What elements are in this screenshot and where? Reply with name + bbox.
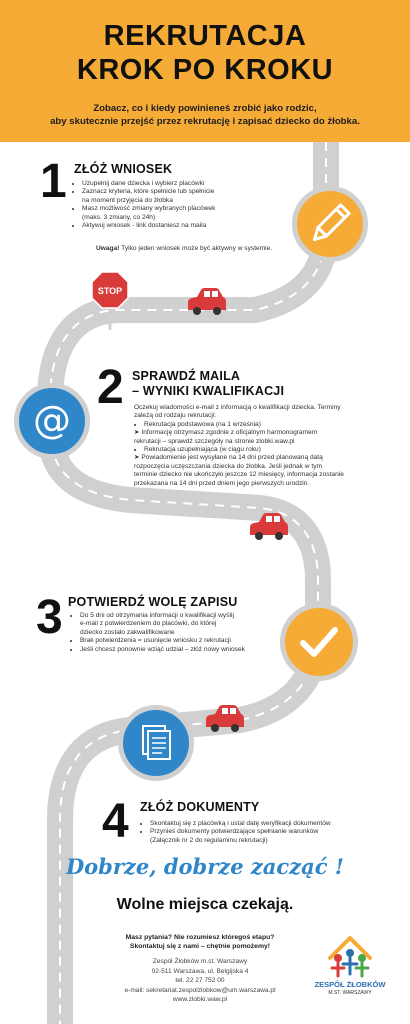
page-title-line1: REKRUTACJA [103,20,307,52]
step-body-4 [140,820,402,845]
step-body-2 [134,404,404,488]
contact-address: 02-511 Warszawa, ul. Belgijska 4 [151,967,249,975]
step-2-intro-line1: Oczekuj wiadomości e-mail z informacją o kwalifikacji dziecka. Terminy [134,404,341,411]
step-note-1 [96,245,316,253]
list-item: • Rekrutacja uzupełniająca (w ciągu roku) [144,446,404,454]
step-2-intro-line2: zależą od rodzaju rekrutacji: [134,412,217,420]
tagline: Wolne miejsca czekają. [116,896,294,913]
step-2-arrow1-line2: rekrutacji – sprawdź szczegóły na stronie zlobki.waw.pl [134,437,295,445]
checkmark-icon [285,608,353,676]
step-2-arrow2-line1: ➤ Powiadomienie jest wysyłane na 14 dni przed planowaną datą [134,454,323,462]
contact-website[interactable]: www.zlobki.waw.pl [172,996,228,1004]
list-item: • Do 5 dni od otrzymania informacji o kwalifikacji wyślij [80,612,296,620]
step-number-3: 3 [36,591,63,644]
car-icon [204,703,246,733]
contact-question-line1: Masz pytania? Nie rozumiesz któregoś etapu? [125,934,275,941]
step-title-1: ZŁÓŻ WNIOSEK [74,162,173,176]
step-icon-circle-4 [118,705,194,781]
contact-question [100,933,300,951]
step-number-1: 1 [40,155,67,208]
subtitle-line1: Zobacz, co i kiedy powinieneś zrobić jako rodzic, [93,103,317,114]
list-item-continued: (maks. 3 zmiany, co 24h) [82,213,156,221]
step-2-arrow2-line2: rozpoczęcia uczęszczania dziecka do żłobka. Jeśli jednak w tym [134,462,323,470]
subtitle-line2: aby skutecznie przejść przez rekrutację i zapisać dziecko do żłobka. [50,116,360,127]
step-title-2-line2: – WYNIKI KWALIFIKACJI [132,384,285,398]
step-icon-circle-3 [280,603,358,681]
car-icon [186,286,228,316]
list-item: • Skontaktuj się z placówką i ustal datę weryfikacji dokumentów [150,820,402,828]
step-title-2-line1: SPRAWDŹ MAILA [132,369,241,383]
step-2-arrow2-line4: przekazana na 14 dni przed dniem jego pierwszych urodzin. [134,479,310,487]
list-item: • Brak potwierdzenia = usunięcie wniosku z rekrutacji [80,637,296,645]
step-number-4: 4 [102,795,129,848]
page-title-line2: KROK PO KROKU [76,54,334,86]
note-text: Tylko jeden wniosek może być aktywny w systemie. [119,245,273,252]
list-item-continued: e-mail z potwierdzeniem do placówki, do której [80,620,217,628]
step-2-arrow1-line1: ➤ Informację otrzymasz zgodnie z oficjalnym harmonogramem [134,429,318,437]
contact-question-line2: Skontaktuj się z nami – chętnie pomożemy! [129,943,271,950]
stop-sign-label: STOP [97,286,123,296]
step-title-4: ZŁÓŻ DOKUMENTY [140,800,260,814]
pencil-icon [297,191,363,257]
step-title-3: POTWIERDŹ WOLĘ ZAPISU [68,595,238,609]
note-label: Uwaga! [96,245,120,252]
list-item: • Rekrutacja podstawowa (na 1 września) [144,421,404,429]
step-body-3 [70,612,296,654]
step-icon-circle-2 [14,383,90,459]
list-item-continued: na moment przyjęcia do żłobka [82,196,173,204]
step-2-arrow2-line3: terminie dziecko nie ukończyło jeszcze 12 miesięcy, informacja zostanie [134,471,344,479]
contact-org: Zespół Żłobków m.st. Warszawy [152,958,248,965]
step-number-2: 2 [97,361,124,414]
list-item: • Masz możliwość zmiany wybranych placówek [82,205,294,213]
list-item-continued: (Załącznik nr 2 do regulaminu rekrutacji) [150,836,268,844]
list-item: • Przynieś dokumenty potwierdzające spełnianie warunków [150,828,402,836]
at-sign-icon [19,388,85,454]
logo-subtitle: M.ST. WARSZAWY [328,990,372,996]
logo-name: ZESPÓŁ ŻŁOBKÓW [314,980,386,989]
list-item: • Jeśli chcesz ponownie wziąć udział – złóż nowy wniosek [80,646,296,654]
list-item-continued: dziecko zostało zakwalifikowane [80,628,175,636]
contact-details [100,957,300,1005]
svg-text:@: @ [33,398,71,442]
step-icon-circle-1 [292,186,368,262]
contact-phone: tel. 22 27 752 00 [175,977,225,985]
list-item: • Uzupełnij dane dziecka i wybierz placówki [82,180,294,188]
step-body-1 [72,180,294,230]
stop-sign-icon [90,270,130,330]
list-item: • Zaznacz kryteria, które spełnicie lub spełnicie [82,188,294,196]
list-item: • Aktywuj wniosek - link dostaniesz na maila [82,222,294,230]
documents-icon [123,710,189,776]
slogan: Dobrze, dobrze zacząć ! [65,854,345,879]
contact-email[interactable]: e-mail: sekretariat.zespolzlobkow@um.warszawa.pl [124,986,276,994]
step-title-2 [132,369,284,399]
car-icon [248,511,290,541]
